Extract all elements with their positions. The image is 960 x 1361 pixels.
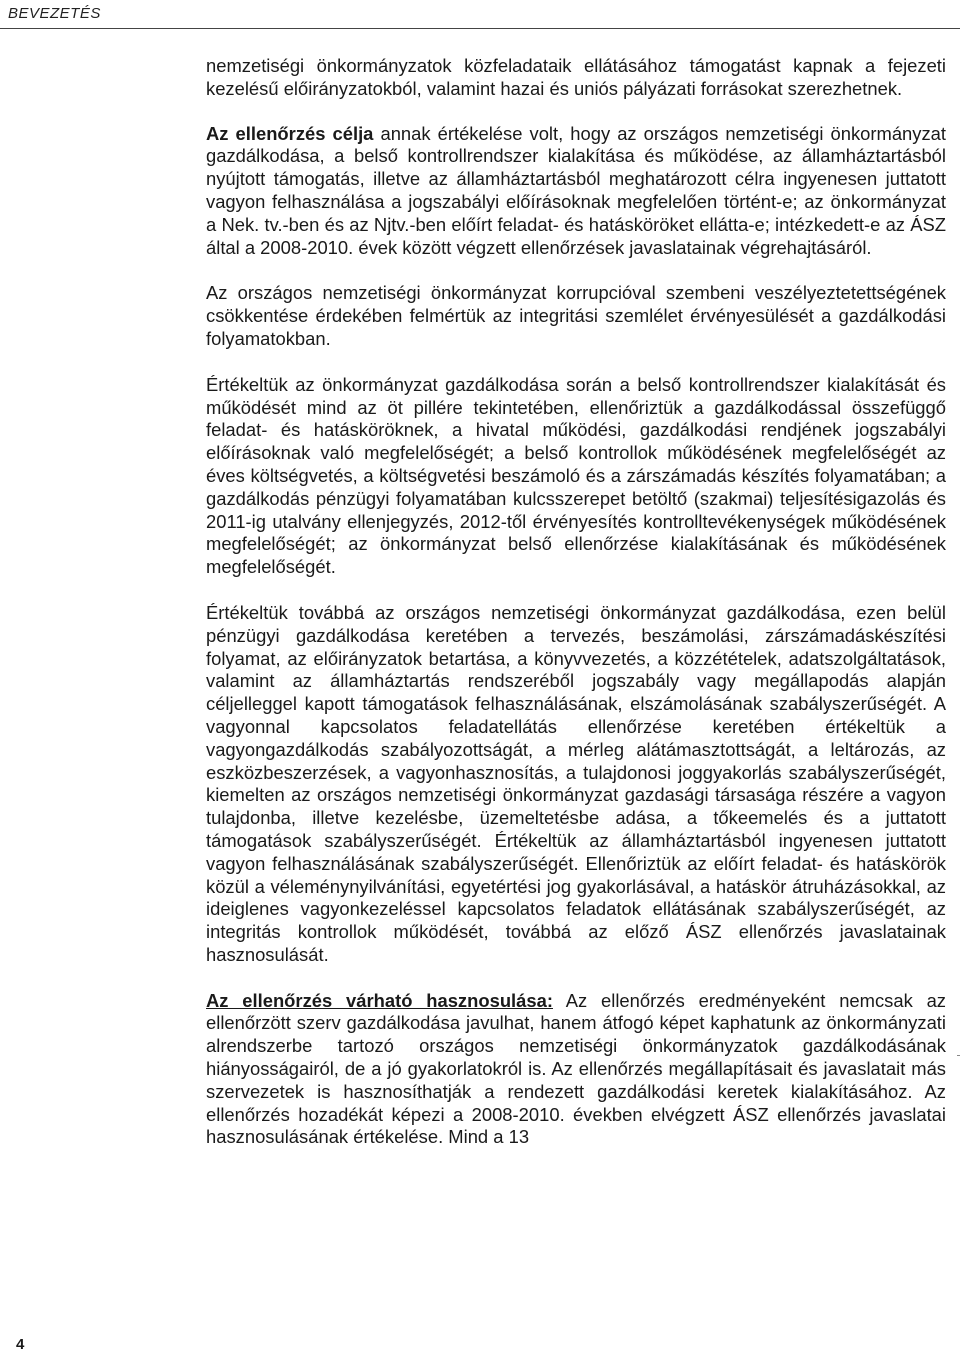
paragraph-lead: Az ellenőrzés várható hasznosulása: (206, 989, 553, 1011)
paragraph-lead: Az ellenőrzés célja (206, 122, 374, 144)
paragraph-internal-control (206, 374, 946, 579)
section-label: BEVEZETÉS (8, 5, 101, 22)
paragraph-integrity (206, 282, 946, 350)
body-text (206, 55, 946, 1172)
paragraph-text: nemzetiségi önkormányzatok közfeladataik ellátásához támogatást kapnak a fejezeti kezelésű előirányzatokból, valamint hazai és uniós pályázati forrásokat szerezhetnek. (206, 55, 946, 99)
paragraph-text: Értékeltük az önkormányzat gazdálkodása során a belső kontrollrendszer kialakítását és működését mind az öt pillére tekintetében, ellenőriztük a gazdálkodással összefüggő feladat- és hatásköröknek, a hivatal működési, gazdálkodási rendjének jogszabályi előírásoknak való megfelelőségét; a belső kontrollok működésének megfelelőségét az éves költségvetés, a költségvetési beszámoló és a zárszámadás készítés folyamatában; a gazdálkodás pénzügyi folyamatában kulcsszerepet betöltő (szakmai) teljesítésigazolás és 2011-ig utalvány ellenjegyzés, 2012-től érvényesítés kontrolltevékenységek működésének megfelelőségét; az önkormányzat belső ellenőrzése kialakításának és működésének megfelelőségét. (206, 373, 946, 578)
page-number: 4 (16, 1336, 25, 1353)
paragraph-intro-continuation (206, 55, 946, 101)
paragraph-text: Értékeltük továbbá az országos nemzetiségi önkormányzat gazdálkodása, ezen belül pénzügyi gazdálkodása keretében a tervezés, beszámolási, zárszámadáskészítési folyamat, az előirányzatok betartása, a könyvvezetés, a közzétételek, adatszolgáltatások, valamint az államháztartás rendszeréből jogszabály vagy megállapodás alapján céljelleggel kapott támogatások felhasználásának, elszámolásának szabályszerűségét. A vagyonnal kapcsolatos feladatellátás ellenőrzése keretében értékeltük a vagyongazdálkodás szabályozottságát, a mérleg alátámasztottságát, a leltározás, az eszközbeszerzések, a vagyonhasznosítás, a tulajdonosi joggyakorlás szabályszerűségét, kiemelten az országos nemzetiségi önkormányzat gazdasági társasága részére a vagyon tulajdonba, illetve kezelésbe, üzemeltetésbe adása, a tőkeemelés és a juttatott támogatások szabályszerűségét. Értékeltük az államháztartásból ingyenesen juttatott vagyon felhasználásának szabályszerűségét. Ellenőriztük az előírt feladat- és hatáskörök közül a véleménynyilvánítási, egyetértési jog gyakorlásával, a hatáskör átruházásokkal, az ideiglenes vagyonkezeléssel kapcsolatos feladatok ellátásának szabályszerűségét, az integritás kontrollok működését, továbbá az előző ÁSZ ellenőrzés javaslatainak hasznosulását. (206, 601, 946, 965)
paragraph-text: Az országos nemzetiségi önkormányzat korrupcióval szembeni veszélyeztetettségének csökkentése érdekében felmértük az integritási szemlélet érvényesülését a gazdálkodási folyamatokban. (206, 282, 946, 349)
paragraph-text: annak értékelése volt, hogy az országos nemzetiségi önkormányzat gazdálkodása, a belső kontrollrendszer kialakítása és működése, az államháztartásból nyújtott támogatás, illetve az államháztartásból meghatározott célra ingyenesen juttatott vagyon felhasználása a jogszabályi előírásoknak megfelelően történt-e; az önkormányzat a Nek. tv.-ben és az Njtv.-ben előírt feladat- és hatásköröket ellátta-e; intézkedett-e az ÁSZ által a 2008-2010. évek között végzett ellenőrzések javaslatainak végrehajtásáról. (206, 122, 946, 258)
paragraph-financial-management (206, 602, 946, 967)
page-header (0, 0, 960, 29)
paragraph-expected-benefit (206, 990, 946, 1150)
paragraph-text: Az ellenőrzés eredményeként nemcsak az ellenőrzött szerv gazdálkodása javulhat, hanem átfogó képet kaphatunk az önkormányzati alrendszerbe tartozó országos nemzetiségi önkormányzatok gazdálkodásának hiányosságairól, de a jó gyakorlatokról is. Az ellenőrzés megállapításait és javaslatait más szervezetek is hasznosíthatják a rendezett gazdálkodási keretek kialakításához. Az ellenőrzés hozadékát képezi a 2008-2010. években elvégzett ÁSZ ellenőrzés javaslatai hasznosulásának értékelése. Mind a 13 (206, 989, 947, 1148)
paragraph-audit-objective (206, 123, 946, 260)
